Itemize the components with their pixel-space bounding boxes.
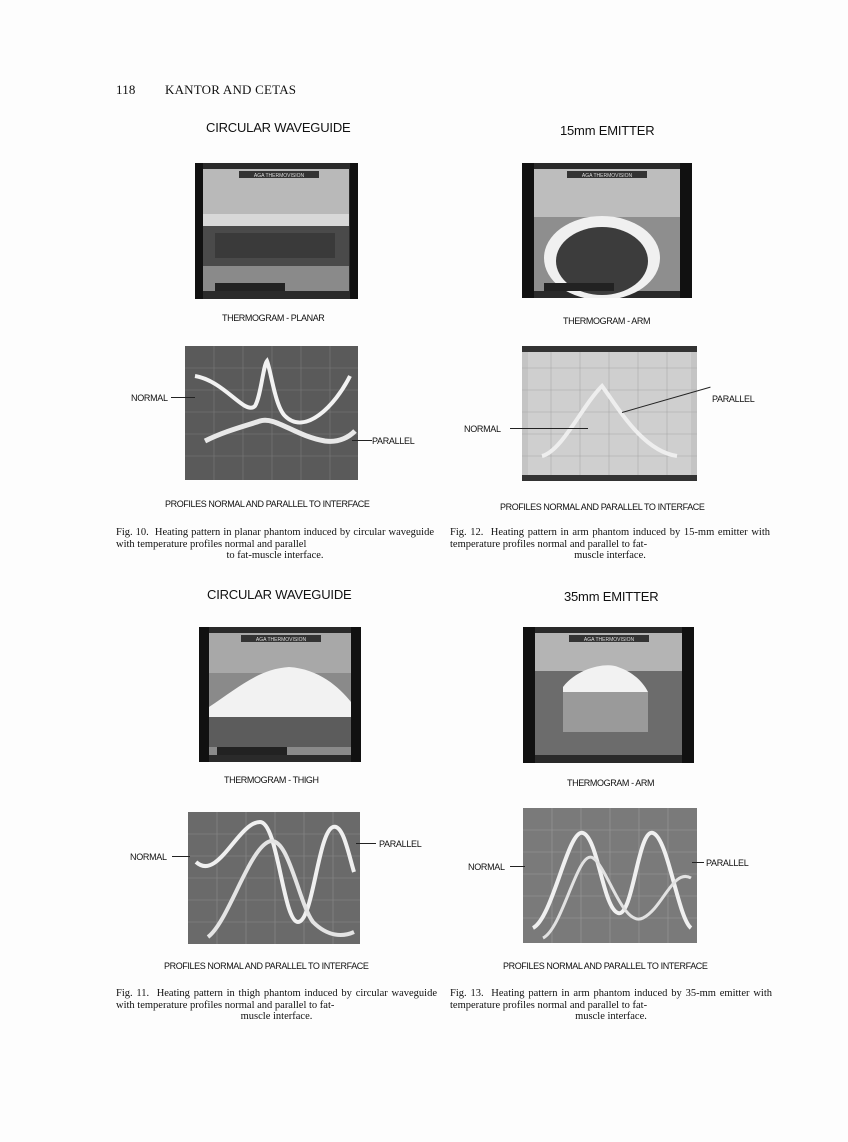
fig12-label-parallel: PARALLEL xyxy=(712,394,755,404)
fig13-parallel-leader xyxy=(692,862,704,863)
fig13-caption-number: Fig. 13. xyxy=(450,988,484,999)
fig10-caption-last: to fat-muscle interface. xyxy=(226,550,324,561)
fig11-caption-number: Fig. 11. xyxy=(116,988,150,999)
fig10-label-normal: NORMAL xyxy=(131,393,168,403)
fig11-profiles-label: PROFILES NORMAL AND PARALLEL TO INTERFACE xyxy=(164,961,369,971)
fig13-label-normal: NORMAL xyxy=(468,862,505,872)
fig11-parallel-leader xyxy=(356,843,376,844)
fig10-caption-text: Heating pattern in planar phantom induced by circular waveguide with temperature profiles normal and parallel xyxy=(116,527,434,550)
fig11-normal-leader xyxy=(172,856,190,857)
fig11-thermogram-image xyxy=(199,627,361,762)
fig13-caption xyxy=(450,988,772,1023)
fig12-caption-number: Fig. 12. xyxy=(450,527,484,538)
fig13-thermogram-label: THERMOGRAM - ARM xyxy=(567,778,655,788)
fig12-profile-image xyxy=(522,346,697,481)
fig10-profile-image xyxy=(185,346,358,480)
fig10-title: CIRCULAR WAVEGUIDE xyxy=(206,120,351,135)
fig13-thermogram-image xyxy=(523,627,694,763)
fig12-profiles-label: PROFILES NORMAL AND PARALLEL TO INTERFACE xyxy=(500,502,705,512)
fig10-caption-number: Fig. 10. xyxy=(116,527,149,538)
fig13-brand-text: AGA THERMOVISION xyxy=(583,637,635,643)
fig13-caption-last: muscle interface. xyxy=(575,1011,647,1022)
fig13-caption-text: Heating pattern in arm phantom induced by 35-mm emitter with temperature profiles normal and parallel to fat- xyxy=(450,988,772,1011)
fig11-caption xyxy=(116,988,437,1023)
fig11-label-parallel: PARALLEL xyxy=(379,839,422,849)
fig10-caption xyxy=(116,527,434,562)
fig12-thermogram-image xyxy=(522,163,692,298)
fig12-caption-text: Heating pattern in arm phantom induced by 15-mm emitter with temperature profiles normal and parallel to fat- xyxy=(450,527,770,550)
running-title: KANTOR AND CETAS xyxy=(165,82,297,97)
fig12-caption xyxy=(450,527,770,562)
fig11-title: CIRCULAR WAVEGUIDE xyxy=(207,587,352,602)
fig13-label-parallel: PARALLEL xyxy=(706,858,749,868)
fig11-profile-image xyxy=(188,812,360,944)
fig13-profile-image xyxy=(523,808,697,943)
fig12-label-normal: NORMAL xyxy=(464,424,501,434)
fig10-parallel-leader xyxy=(352,440,372,441)
fig11-brand-text: AGA THERMOVISION xyxy=(255,637,307,643)
fig12-thermogram-label: THERMOGRAM - ARM xyxy=(563,316,651,326)
fig12-caption-last: muscle interface. xyxy=(574,550,646,561)
fig11-label-normal: NORMAL xyxy=(130,852,167,862)
fig12-title: 15mm EMITTER xyxy=(560,123,655,138)
fig12-brand-text: AGA THERMOVISION xyxy=(581,173,633,179)
fig10-thermogram-label: THERMOGRAM - PLANAR xyxy=(222,313,325,323)
fig13-title: 35mm EMITTER xyxy=(564,589,659,604)
fig10-normal-leader xyxy=(171,397,195,398)
fig10-thermogram-image xyxy=(195,163,358,299)
fig11-caption-last: muscle interface. xyxy=(240,1011,313,1022)
fig11-thermogram-label: THERMOGRAM - THIGH xyxy=(224,775,319,785)
fig12-normal-leader xyxy=(510,428,588,429)
fig13-profiles-label: PROFILES NORMAL AND PARALLEL TO INTERFACE xyxy=(503,961,708,971)
fig13-normal-leader xyxy=(510,866,525,867)
fig10-brand-text: AGA THERMOVISION xyxy=(253,173,305,179)
fig11-caption-text: Heating pattern in thigh phantom induced by circular waveguide with temperature profiles normal and parallel to fat- xyxy=(116,988,437,1011)
page-number: 118 xyxy=(116,82,136,97)
fig10-label-parallel: PARALLEL xyxy=(372,436,415,446)
fig10-profiles-label: PROFILES NORMAL AND PARALLEL TO INTERFACE xyxy=(165,499,370,509)
